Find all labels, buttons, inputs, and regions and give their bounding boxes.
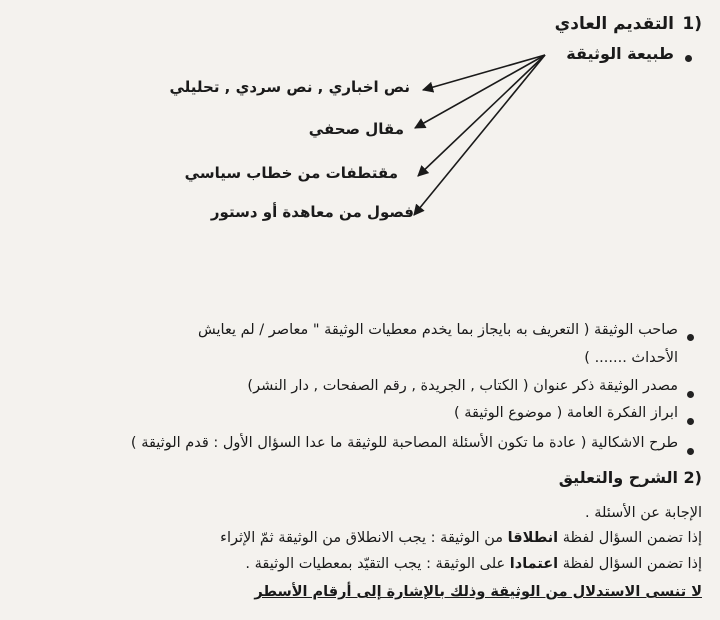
section2-number: 2) bbox=[683, 468, 702, 487]
answers-warning: لا تنسى الاستدلال من الوثيقة وذلك بالإشارة إلى أرقام الأسطر bbox=[254, 584, 702, 600]
arrow-4 bbox=[414, 55, 545, 215]
bullet-marker bbox=[687, 448, 694, 455]
section2-title: الشرح والتعليق bbox=[558, 468, 678, 487]
bullet-idea: ابراز الفكرة العامة ( موضوع الوثيقة ) bbox=[453, 405, 678, 421]
bullet-problem: طرح الاشكالية ( عادة ما تكون الأسئلة المصاحبة للوثيقة ما عدا السؤال الأول : قدم الوثيقة ) bbox=[130, 435, 678, 451]
bullet-marker bbox=[687, 391, 694, 398]
answers-rule2 bbox=[245, 556, 702, 572]
bullet-author-line1: صاحب الوثيقة ( التعريف به بايجاز بما يخدم معطيات الوثيقة " معاصر / لم يعايش bbox=[198, 322, 678, 338]
section1-title: التقديم العادي bbox=[554, 14, 674, 34]
rule2-pre: إذا تضمن السؤال لفظة bbox=[558, 556, 702, 572]
type-item-1: نص اخباري , نص سردي , تحليلي bbox=[169, 78, 410, 96]
rule2-key: اعتمادا bbox=[509, 556, 559, 572]
rule2-post: على الوثيقة : يجب التقيّد بمعطيات الوثيقة . bbox=[245, 556, 510, 572]
bullet-marker bbox=[687, 418, 694, 425]
bullet-source: مصدر الوثيقة ذكر عنوان ( الكتاب , الجريدة , رقم الصفحات , دار النشر) bbox=[247, 378, 678, 394]
rule1-post: من الوثيقة : يجب الانطلاق من الوثيقة ثمّ الإثراء bbox=[220, 530, 508, 546]
bullet-marker bbox=[687, 334, 694, 341]
type-item-2: مقال صحفي bbox=[308, 120, 404, 138]
type-item-4: فصول من معاهدة أو دستور bbox=[210, 203, 414, 221]
bullet-author-line2: الأحداث ....... ) bbox=[584, 350, 678, 366]
section1-subtitle: طبيعة الوثيقة bbox=[566, 44, 674, 63]
type-item-3: مقتطفات من خطاب سياسي bbox=[184, 164, 398, 182]
answers-intro: الإجابة عن الأسئلة . bbox=[584, 505, 702, 521]
answers-rule1 bbox=[220, 530, 702, 546]
rule1-key: انطلاقا bbox=[507, 530, 559, 546]
rule1-pre: إذا تضمن السؤال لفظة bbox=[558, 530, 702, 546]
section1-number: 1) bbox=[682, 14, 702, 34]
